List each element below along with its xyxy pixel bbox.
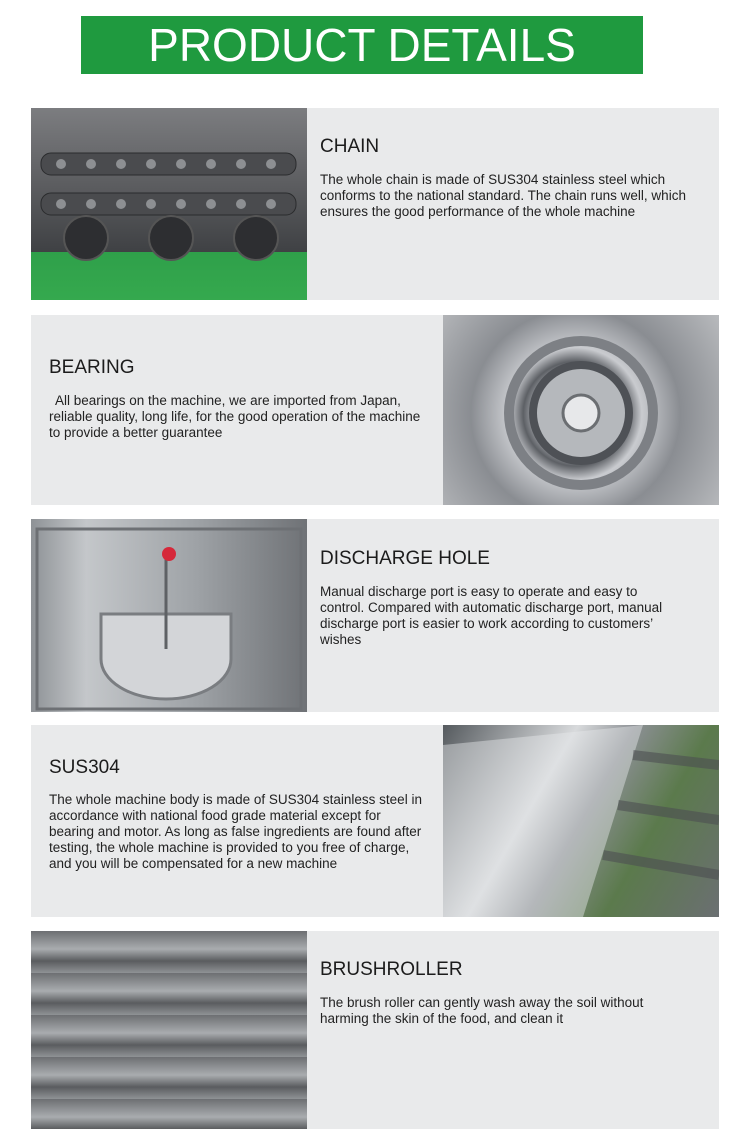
discharge-hole-photo bbox=[31, 519, 307, 712]
section-discharge-hole bbox=[31, 519, 719, 712]
section-sus304 bbox=[31, 725, 719, 917]
section-brushroller bbox=[31, 931, 719, 1129]
section-title: DISCHARGE HOLE bbox=[320, 548, 490, 569]
discharge-hole-illustration bbox=[31, 519, 307, 712]
brush-roller-photo bbox=[31, 931, 307, 1129]
section-description: The whole chain is made of SUS304 stainless steel which conforms to the national standard. The chain runs well, which ensures the good performance of the whole machine bbox=[320, 172, 686, 219]
section-chain bbox=[31, 108, 719, 300]
chain-text bbox=[320, 108, 700, 300]
brushroller-text bbox=[320, 931, 700, 1129]
bearing-text bbox=[49, 315, 429, 505]
section-title: CHAIN bbox=[320, 136, 380, 157]
discharge-hole-text bbox=[320, 519, 700, 712]
section-description: The brush roller can gently wash away the soil without harming the skin of the food, and clean it bbox=[320, 995, 644, 1026]
title-banner bbox=[81, 16, 643, 74]
bearing-photo bbox=[443, 315, 719, 505]
section-title: BEARING bbox=[49, 357, 135, 378]
sus304-text bbox=[49, 725, 429, 917]
section-title: SUS304 bbox=[49, 757, 120, 778]
stainless-steel-illustration bbox=[443, 725, 719, 917]
bearing-illustration bbox=[443, 315, 719, 505]
section-description: Manual discharge port is easy to operate and easy to control. Compared with automatic discharge port, manual discharge port is easier to work according to customers’ wishes bbox=[320, 584, 663, 647]
page-title: PRODUCT DETAILS bbox=[148, 19, 576, 71]
section-description: All bearings on the machine, we are imported from Japan, reliable quality, long life, for the good operation of the machine to provide a better guarantee bbox=[49, 393, 421, 440]
section-bearing bbox=[31, 315, 719, 505]
stainless-steel-photo bbox=[443, 725, 719, 917]
section-description: The whole machine body is made of SUS304 stainless steel in accordance with national food grade material except for bearing and motor. As long as false ingredients are found after testing, the whole machine is provided to you free of charge, and you will be compensated for a new machine bbox=[49, 792, 422, 871]
chain-illustration bbox=[31, 108, 307, 300]
chain-photo bbox=[31, 108, 307, 300]
section-title: BRUSHROLLER bbox=[320, 959, 463, 980]
